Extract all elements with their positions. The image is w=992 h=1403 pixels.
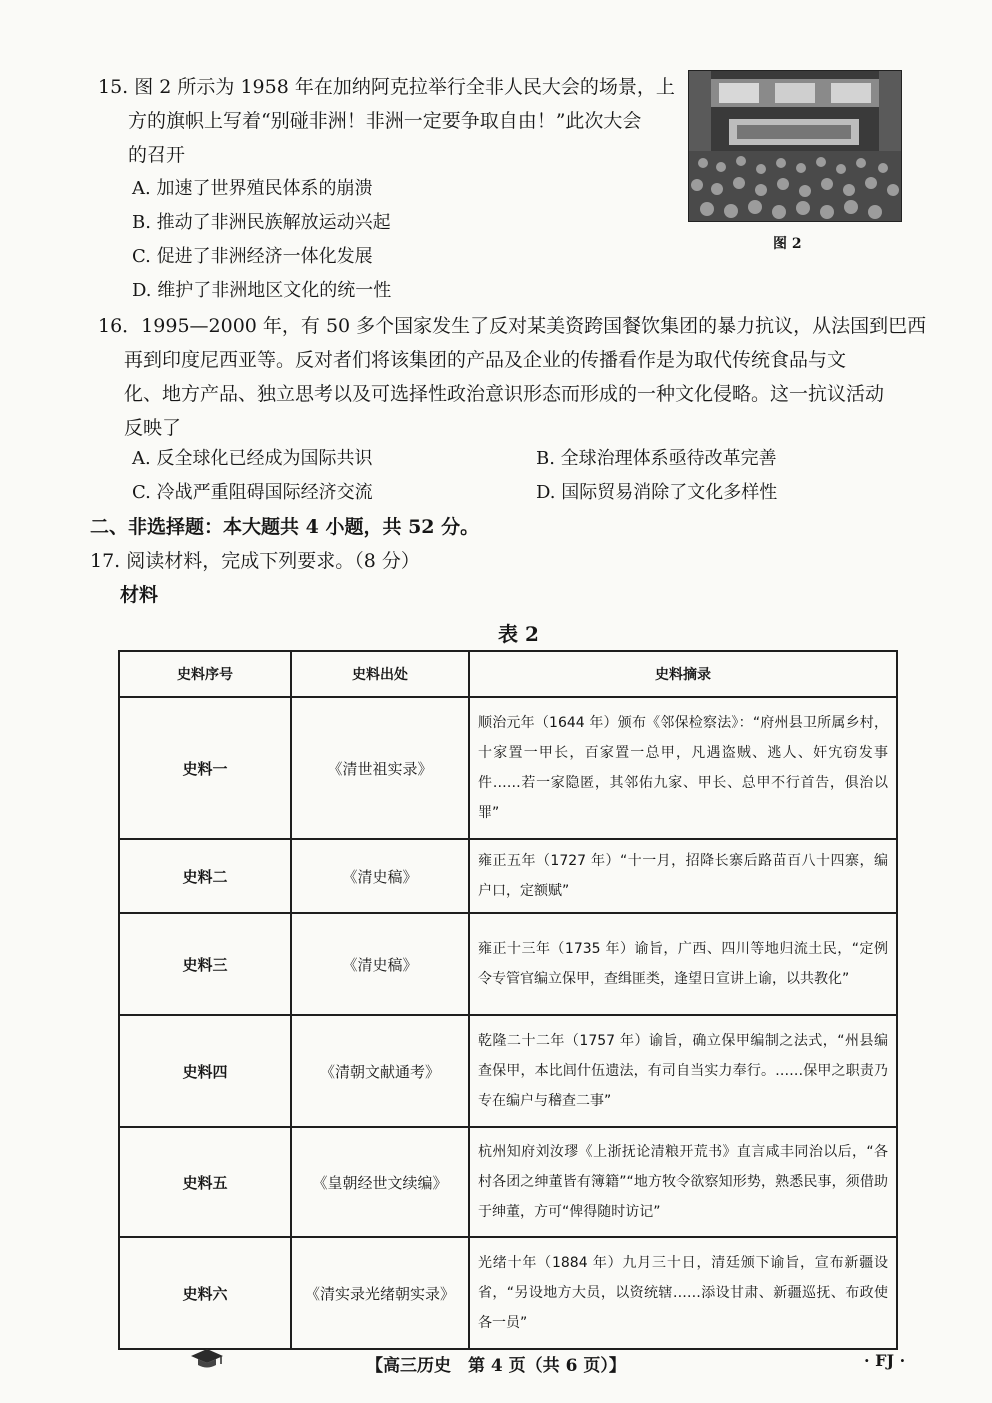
q15-stem-line-3: 的召开 bbox=[128, 144, 186, 166]
source-id-cell: 史料四 bbox=[119, 1015, 291, 1127]
material-label: 材料 bbox=[120, 584, 159, 606]
source-id-cell: 史料一 bbox=[119, 697, 291, 839]
q15-stem-line-1: 15. 图 2 所示为 1958 年在加纳阿克拉举行全非人民大会的场景，上 bbox=[98, 76, 675, 98]
source-id-cell: 史料二 bbox=[119, 839, 291, 913]
table-title: 表 2 bbox=[498, 622, 539, 646]
q16-option-c: C. 冷战严重阻碍国际经济交流 bbox=[132, 482, 373, 503]
table-row bbox=[119, 1127, 897, 1237]
source-origin-cell: 《清史稿》 bbox=[291, 913, 469, 1015]
q16-option-b: B. 全球治理体系亟待改革完善 bbox=[536, 448, 777, 469]
source-origin-cell: 《清世祖实录》 bbox=[291, 697, 469, 839]
source-id-cell: 史料五 bbox=[119, 1127, 291, 1237]
source-excerpt-cell: 顺治元年（1644 年）颁布《邻保检察法》：“府州县卫所属乡村，十家置一甲长，百家置一总甲，凡遇盗贼、逃人、奸宄窃发事件……若一家隐匿，其邻佑九家、甲长、总甲不行首告，俱治以罪” bbox=[469, 697, 897, 839]
q16-stem-line-2: 再到印度尼西亚等。反对者们将该集团的产品及企业的传播看作是为取代传统食品与文 bbox=[124, 349, 847, 371]
q15-option-d: D. 维护了非洲地区文化的统一性 bbox=[132, 280, 392, 301]
column-header-source: 史料出处 bbox=[291, 651, 469, 697]
q17-stem: 17. 阅读材料，完成下列要求。（8 分） bbox=[90, 550, 420, 572]
source-id-cell: 史料三 bbox=[119, 913, 291, 1015]
q15-option-b: B. 推动了非洲民族解放运动兴起 bbox=[132, 212, 391, 233]
figure-2-caption: 图 2 bbox=[773, 236, 802, 252]
table-row bbox=[119, 913, 897, 1015]
column-header-excerpt: 史料摘录 bbox=[469, 651, 897, 697]
table-row bbox=[119, 1237, 897, 1349]
q15-stem-line-2: 方的旗帜上写着“别碰非洲！非洲一定要争取自由！”此次大会 bbox=[128, 110, 642, 132]
source-excerpt-cell: 雍正五年（1727 年）“十一月，招降长寨后路苗百八十四寨，编户口，定额赋” bbox=[469, 839, 897, 913]
column-header-id: 史料序号 bbox=[119, 651, 291, 697]
source-origin-cell: 《清朝文献通考》 bbox=[291, 1015, 469, 1127]
source-id-cell: 史料六 bbox=[119, 1237, 291, 1349]
source-excerpt-cell: 雍正十三年（1735 年）谕旨，广西、四川等地归流土民，“定例令专管官编立保甲，查缉匪类，逢望日宣讲上谕，以共教化” bbox=[469, 913, 897, 1015]
q15-option-a: A. 加速了世界殖民体系的崩溃 bbox=[132, 178, 373, 199]
section-2-heading: 二、非选择题：本大题共 4 小题，共 52 分。 bbox=[90, 516, 480, 538]
table-header-row bbox=[119, 651, 897, 697]
page-footer-label: 【高三历史 第 4 页（共 6 页）】 bbox=[366, 1356, 626, 1376]
conference-photo bbox=[688, 70, 902, 222]
q16-stem-line-1: 16．1995—2000 年，有 50 多个国家发生了反对某美资跨国餐饮集团的暴力抗议，从法国到巴西 bbox=[98, 315, 927, 337]
source-excerpt-cell: 杭州知府刘汝璆《上浙抚论清粮开荒书》直言咸丰同治以后，“各村各团之绅董皆有簿籍”“地方牧令欲察知形势，熟悉民事，须借助于绅董，方可“俾得随时访记” bbox=[469, 1127, 897, 1237]
q16-option-a: A. 反全球化已经成为国际共识 bbox=[132, 448, 373, 469]
table-row bbox=[119, 697, 897, 839]
table-row bbox=[119, 1015, 897, 1127]
q16-option-d: D. 国际贸易消除了文化多样性 bbox=[536, 482, 778, 503]
page-footer-code: · FJ · bbox=[864, 1351, 906, 1370]
source-origin-cell: 《清实录光绪朝实录》 bbox=[291, 1237, 469, 1349]
table-row bbox=[119, 839, 897, 913]
source-excerpt-cell: 光绪十年（1884 年）九月三十日，清廷颁下谕旨，宣布新疆设省，“另设地方大员，以资统辖……添设甘肃、新疆巡抚、布政使各一员” bbox=[469, 1237, 897, 1349]
historical-sources-table bbox=[118, 650, 898, 1350]
source-origin-cell: 《皇朝经世文续编》 bbox=[291, 1127, 469, 1237]
graduation-cap-icon bbox=[190, 1347, 224, 1371]
q16-stem-line-4: 反映了 bbox=[124, 417, 182, 439]
source-excerpt-cell: 乾隆二十二年（1757 年）谕旨，确立保甲编制之法式，“州县编查保甲，本比闾什伍遗法，有司自当实力奉行。……保甲之职责乃专在编户与稽查二事” bbox=[469, 1015, 897, 1127]
q16-stem-line-3: 化、地方产品、独立思考以及可选择性政治意识形态而形成的一种文化侵略。这一抗议活动 bbox=[124, 383, 885, 405]
q15-option-c: C. 促进了非洲经济一体化发展 bbox=[132, 246, 373, 267]
source-origin-cell: 《清史稿》 bbox=[291, 839, 469, 913]
